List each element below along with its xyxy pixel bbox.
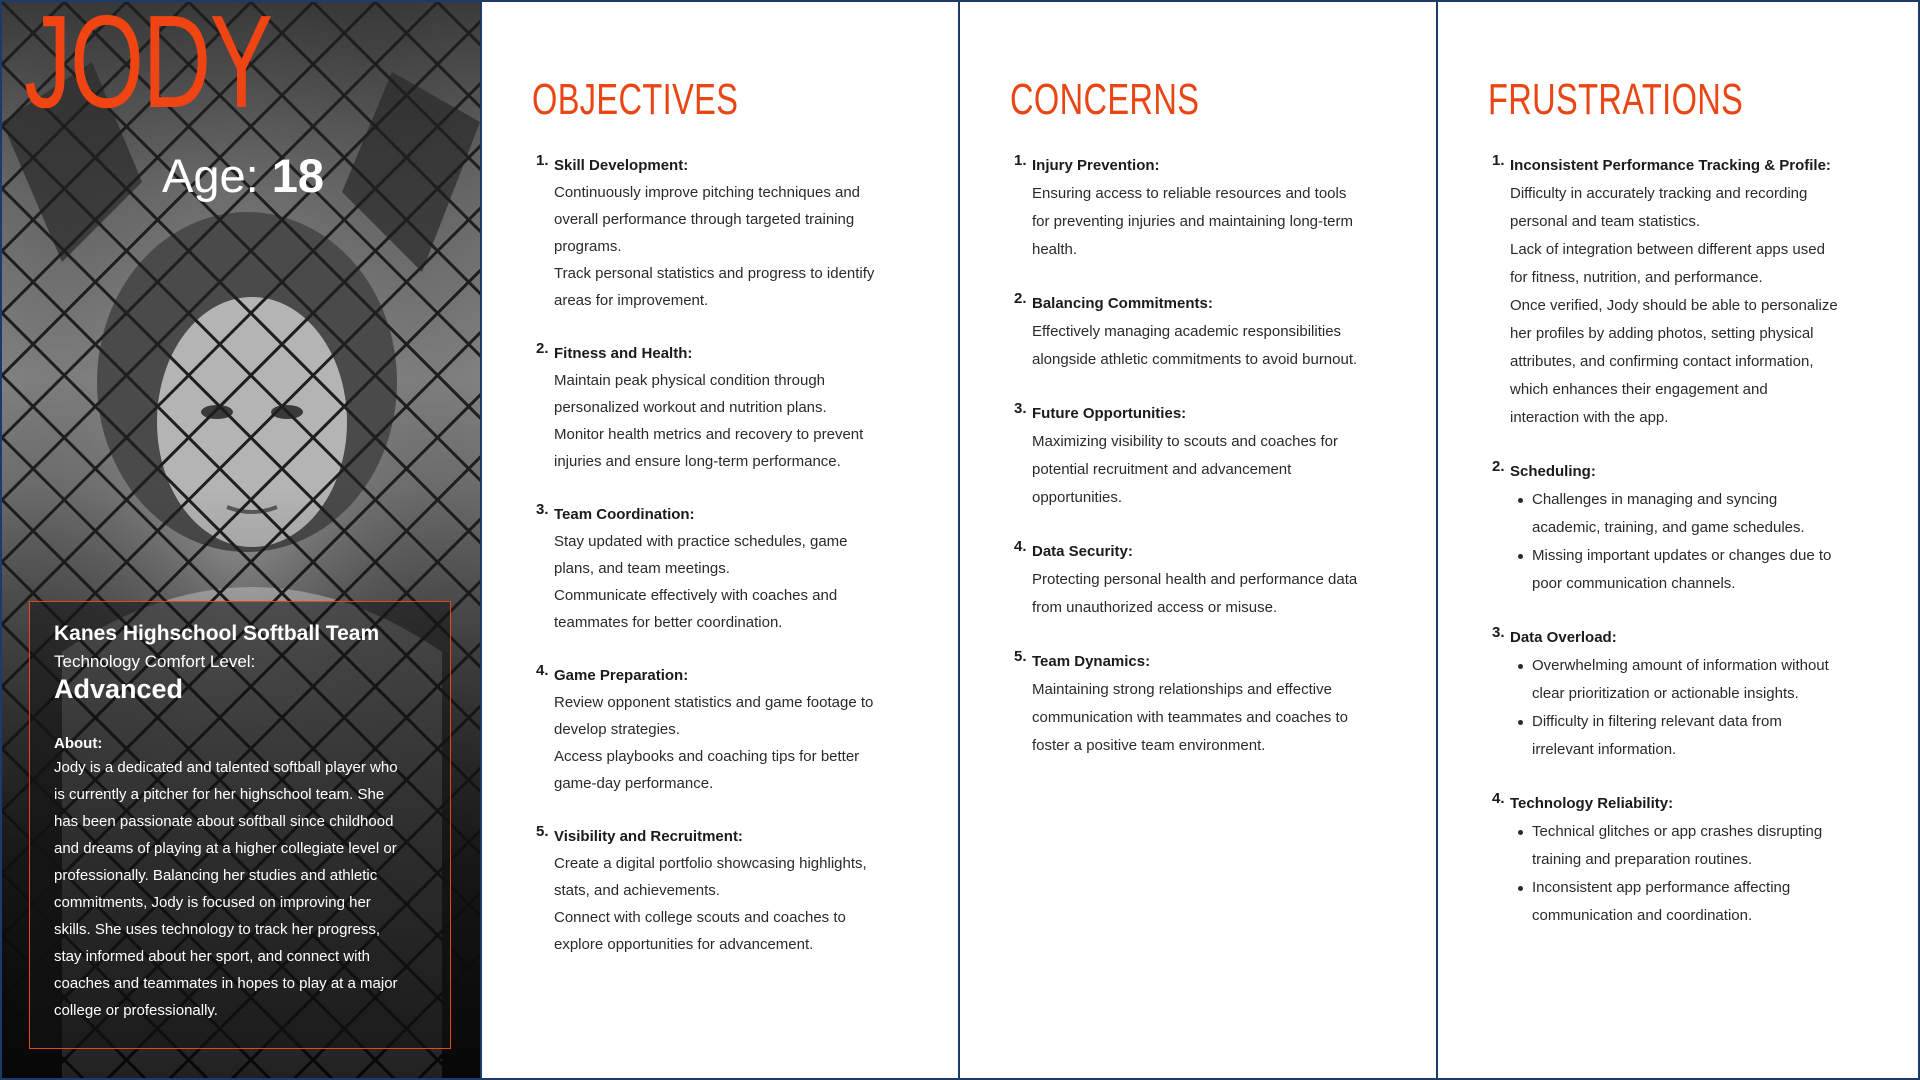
objectives-list	[536, 152, 918, 958]
bullet-line: poor communication channels.	[1532, 575, 1736, 592]
bullet-item	[1532, 542, 1876, 598]
item-title: Data Security:	[1032, 543, 1133, 560]
list-item	[1014, 290, 1396, 374]
item-title: Game Preparation:	[554, 667, 689, 684]
item-line: develop strategies.	[554, 721, 680, 738]
list-item	[1014, 648, 1396, 760]
item-title: Future Opportunities:	[1032, 405, 1187, 422]
item-number: 5.	[536, 823, 549, 840]
item-title: Inconsistent Performance Tracking & Profile:	[1510, 157, 1831, 174]
about-line: professionally. Balancing her studies and athletic	[54, 867, 378, 884]
item-line: Maintaining strong relationships and effective	[1032, 681, 1332, 698]
list-item	[536, 340, 918, 475]
list-item	[1014, 538, 1396, 622]
item-line: game-day performance.	[554, 775, 714, 792]
item-number: 2.	[1492, 458, 1505, 475]
about-line: Jody is a dedicated and talented softball player who	[54, 759, 398, 776]
about-line: is currently a pitcher for her highschool team. She	[54, 786, 385, 803]
item-number: 3.	[1492, 624, 1505, 641]
item-title: Balancing Commitments:	[1032, 295, 1213, 312]
bullet-line: Inconsistent app performance affecting	[1532, 879, 1791, 896]
bullet-line: Challenges in managing and syncing	[1532, 491, 1778, 508]
bullet-list	[1510, 652, 1876, 764]
item-number: 3.	[1014, 400, 1027, 417]
item-line: Ensuring access to reliable resources and tools	[1032, 185, 1347, 202]
item-number: 4.	[536, 662, 549, 679]
comfort-value: Advanced	[54, 674, 184, 704]
persona-age	[162, 149, 325, 202]
item-line: Stay updated with practice schedules, game	[554, 533, 848, 550]
item-line: plans, and team meetings.	[554, 560, 730, 577]
item-title: Fitness and Health:	[554, 345, 693, 362]
list-item	[1492, 790, 1876, 930]
item-title: Skill Development:	[554, 157, 689, 174]
item-line: attributes, and confirming contact information,	[1510, 353, 1814, 370]
concerns-title: CONCERNS	[1010, 75, 1200, 124]
item-number: 1.	[1014, 152, 1027, 169]
list-item	[1492, 458, 1876, 598]
list-item	[536, 501, 918, 636]
about-line: college or professionally.	[54, 1002, 218, 1019]
about-line: has been passionate about softball since childhood	[54, 813, 394, 830]
bullet-item	[1532, 708, 1876, 764]
objectives-column	[482, 2, 960, 1078]
bullet-item	[1532, 652, 1876, 708]
bullet-line: Missing important updates or changes due to	[1532, 547, 1832, 564]
team-name: Kanes Highschool Softball Team	[54, 622, 380, 645]
item-line: Maximizing visibility to scouts and coaches for	[1032, 433, 1338, 450]
item-line: Protecting personal health and performance data	[1032, 571, 1358, 588]
item-line: opportunities.	[1032, 489, 1123, 506]
item-number: 1.	[536, 152, 549, 169]
concerns-column	[960, 2, 1438, 1078]
item-line: from unauthorized access or misuse.	[1032, 599, 1278, 616]
objectives-title: OBJECTIVES	[532, 75, 739, 124]
list-item	[536, 823, 918, 958]
profile-panel	[2, 2, 482, 1078]
list-item	[1492, 624, 1876, 764]
item-number: 2.	[1014, 290, 1027, 307]
list-item	[1014, 152, 1396, 264]
item-line: Monitor health metrics and recovery to prevent	[554, 426, 864, 443]
bullet-list	[1510, 486, 1876, 598]
frustrations-list	[1492, 152, 1876, 930]
item-number: 4.	[1014, 538, 1027, 555]
item-line: foster a positive team environment.	[1032, 737, 1266, 754]
item-line: potential recruitment and advancement	[1032, 461, 1292, 478]
item-line: health.	[1032, 241, 1078, 258]
bullet-item	[1532, 486, 1876, 542]
item-line: her profiles by adding photos, setting physical	[1510, 325, 1814, 342]
bullet-line: Overwhelming amount of information without	[1532, 657, 1829, 674]
list-item	[1014, 400, 1396, 512]
list-item	[536, 152, 918, 314]
item-title: Team Coordination:	[554, 506, 695, 523]
bullet-line: Difficulty in filtering relevant data from	[1532, 713, 1782, 730]
item-line: stats, and achievements.	[554, 882, 720, 899]
item-line: communication with teammates and coaches to	[1032, 709, 1348, 726]
item-number: 5.	[1014, 648, 1027, 665]
item-title: Data Overload:	[1510, 629, 1617, 646]
item-line: Lack of integration between different apps used	[1510, 241, 1825, 258]
item-line: teammates for better coordination.	[554, 614, 783, 631]
item-line: interaction with the app.	[1510, 409, 1669, 426]
item-number: 4.	[1492, 790, 1505, 807]
item-line: Once verified, Jody should be able to personalize	[1510, 297, 1838, 314]
bullet-line: Technical glitches or app crashes disrupting	[1532, 823, 1823, 840]
item-line: injuries and ensure long-term performance.	[554, 453, 841, 470]
bullet-list	[1510, 818, 1876, 930]
item-title: Technology Reliability:	[1510, 795, 1674, 812]
item-line: Effectively managing academic responsibilities	[1032, 323, 1342, 340]
bullet-line: clear prioritization or actionable insights.	[1532, 685, 1799, 702]
comfort-label: Technology Comfort Level:	[54, 652, 256, 671]
bullet-line: communication and coordination.	[1532, 907, 1753, 924]
bullet-item	[1532, 874, 1876, 930]
item-title: Visibility and Recruitment:	[554, 828, 743, 845]
item-line: overall performance through targeted training	[554, 211, 855, 228]
item-line: Continuously improve pitching techniques and	[554, 184, 861, 201]
bullet-line: training and preparation routines.	[1532, 851, 1753, 868]
about-line: commitments, Jody is focused on improving her	[54, 894, 371, 911]
item-number: 2.	[536, 340, 549, 357]
list-item	[1492, 152, 1876, 432]
about-line: stay informed about her sport, and connect with	[54, 948, 371, 965]
item-line: personal and team statistics.	[1510, 213, 1701, 230]
item-line: programs.	[554, 238, 622, 255]
item-line: Communicate effectively with coaches and	[554, 587, 838, 604]
bullet-line: irrelevant information.	[1532, 741, 1677, 758]
age-value: 18	[271, 149, 325, 202]
item-line: Connect with college scouts and coaches to	[554, 909, 846, 926]
item-number: 1.	[1492, 152, 1505, 169]
about-label: About:	[54, 735, 103, 752]
item-line: Difficulty in accurately tracking and recording	[1510, 185, 1808, 202]
frustrations-column	[1438, 2, 1916, 1078]
item-line: Create a digital portfolio showcasing highlights,	[554, 855, 867, 872]
item-line: areas for improvement.	[554, 292, 709, 309]
item-number: 3.	[536, 501, 549, 518]
age-label: Age:	[162, 149, 259, 202]
item-line: which enhances their engagement and	[1510, 381, 1768, 398]
item-line: alongside athletic commitments to avoid burnout.	[1032, 351, 1358, 368]
persona-info-box	[29, 601, 451, 1049]
persona-name: JODY	[24, 2, 272, 135]
about-line: skills. She uses technology to track her progress,	[54, 921, 380, 938]
item-line: for fitness, nutrition, and performance.	[1510, 269, 1763, 286]
item-title: Scheduling:	[1510, 463, 1596, 480]
about-line: and dreams of playing at a higher collegiate level or	[54, 840, 397, 857]
item-title: Team Dynamics:	[1032, 653, 1151, 670]
item-line: Review opponent statistics and game footage to	[554, 694, 874, 711]
frustrations-title: FRUSTRATIONS	[1488, 75, 1744, 124]
item-line: Maintain peak physical condition through	[554, 372, 826, 389]
bullet-line: academic, training, and game schedules.	[1532, 519, 1805, 536]
about-text	[54, 754, 426, 1024]
item-line: Track personal statistics and progress to identify	[554, 265, 875, 282]
item-title: Injury Prevention:	[1032, 157, 1160, 174]
about-line: coaches and teammates in hopes to play at a major	[54, 975, 398, 992]
item-line: personalized workout and nutrition plans.	[554, 399, 827, 416]
list-item	[536, 662, 918, 797]
bullet-item	[1532, 818, 1876, 874]
concerns-list	[1014, 152, 1396, 760]
item-line: for preventing injuries and maintaining long-term	[1032, 213, 1354, 230]
item-line: Access playbooks and coaching tips for better	[554, 748, 860, 765]
item-line: explore opportunities for advancement.	[554, 936, 814, 953]
